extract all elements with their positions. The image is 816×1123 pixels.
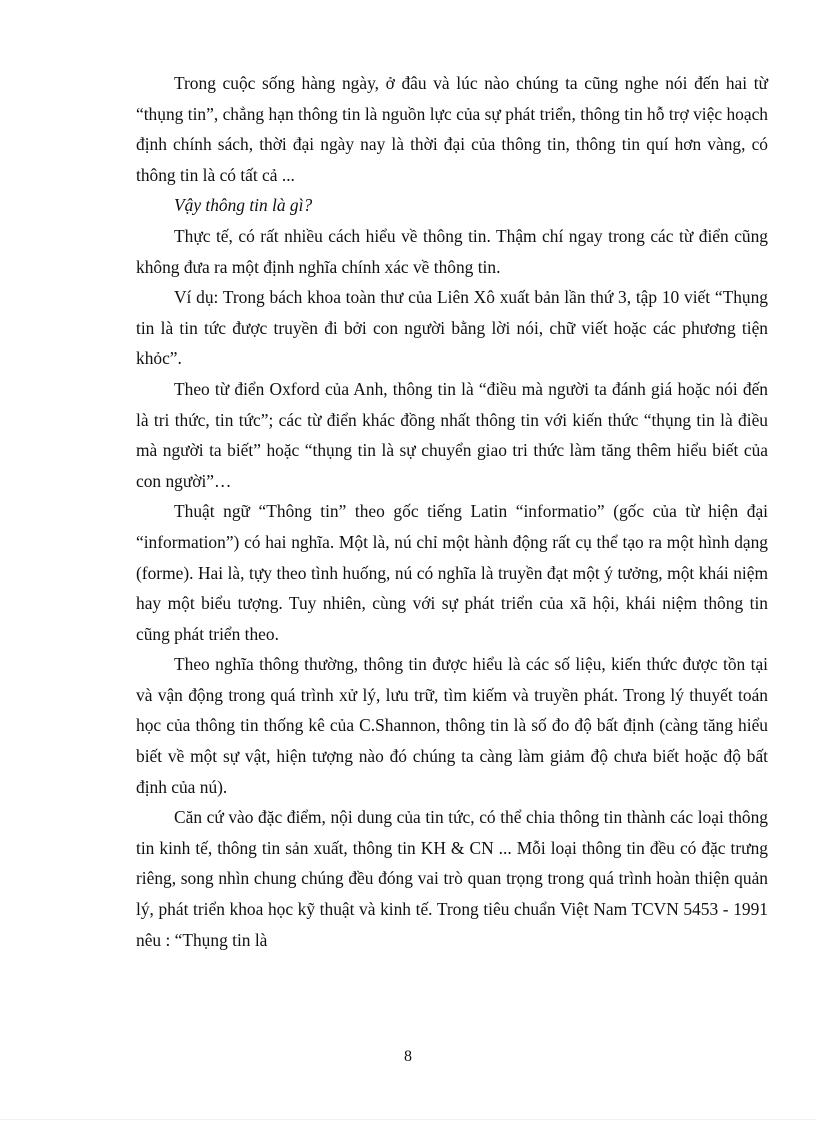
- paragraph-reality: Thực tế, có rất nhiều cách hiểu về thông tin. Thậm chí ngay trong các từ điển cũng không đưa ra một định nghĩa chính xác về thông tin.: [136, 225, 768, 277]
- paragraph-classification: Căn cứ vào đặc điểm, nội dung của tin tức, có thể chia thông tin thành các loại thông tin kinh tế, thông tin sản xuất, thông tin KH & CN ... Mỗi loại thông tin đều có đặc trưng riêng, song nhìn chung chúng đều đóng vai trò quan trọng trong quá trình hoàn thiện quản lý, phát triển khoa học kỹ thuật và kinh tế. Trong tiêu chuẩn Việt Nam TCVN 5453 - 1991 nêu : “Thụng tin là: [136, 807, 768, 950]
- page-number: 8: [404, 1048, 412, 1065]
- body-text: [136, 68, 768, 955]
- paragraph-common-meaning: Theo nghĩa thông thường, thông tin được hiểu là các số liệu, kiến thức được tồn tại và vận động trong quá trình xử lý, lưu trữ, tìm kiếm và truyền phát. Trong lý thuyết toán học của thông tin thống kê của C.Shannon, thông tin là số đo độ bất định (càng tăng hiểu biết về một sự vật, hiện tượng nào đó chúng ta càng làm giảm độ chưa biết hoặc độ bất định của nú).: [136, 654, 768, 797]
- paragraph-intro: Trong cuộc sống hàng ngày, ở đâu và lúc nào chúng ta cũng nghe nói đến hai từ “thụng tin”, chẳng hạn thông tin là nguồn lực của sự phát triển, thông tin hỗ trợ việc hoạch định chính sách, thời đại ngày nay là thời đại của thông tin, thông tin quí hơn vàng, có thông tin là có tất cả ...: [136, 73, 768, 185]
- paragraph-latin-origin: Thuật ngữ “Thông tin” theo gốc tiếng Latin “informatio” (gốc của từ hiện đại “information”) có hai nghĩa. Một là, nú chỉ một hành động rất cụ thể tạo ra một hình dạng (forme). Hai là, tựy theo tình huống, nú có nghĩa là truyền đạt một ý tưởng, một khái niệm hay một biểu tượng. Tuy nhiên, cùng với sự phát triển của xã hội, khái niệm thông tin cũng phát triển theo.: [136, 501, 768, 644]
- page-bottom-edge: [0, 1119, 816, 1120]
- paragraph-oxford: Theo từ điển Oxford của Anh, thông tin là “điều mà người ta đánh giá hoặc nói đến là tri thức, tin tức”; các từ điển khác đồng nhất thông tin với kiến thức “thụng tin là điều mà người ta biết” hoặc “thụng tin là sự chuyển giao tri thức làm tăng thêm hiểu biết của con người”…: [136, 378, 768, 491]
- paragraph-question: Vậy thông tin là gì?: [174, 195, 313, 216]
- paragraph-example: Ví dụ: Trong bách khoa toàn thư của Liên Xô xuất bản lần thứ 3, tập 10 viết “Thụng tin là tin tức được truyền đi bởi con người bằng lời nói, chữ viết hoặc các phương tiện khỏc”.: [136, 287, 768, 369]
